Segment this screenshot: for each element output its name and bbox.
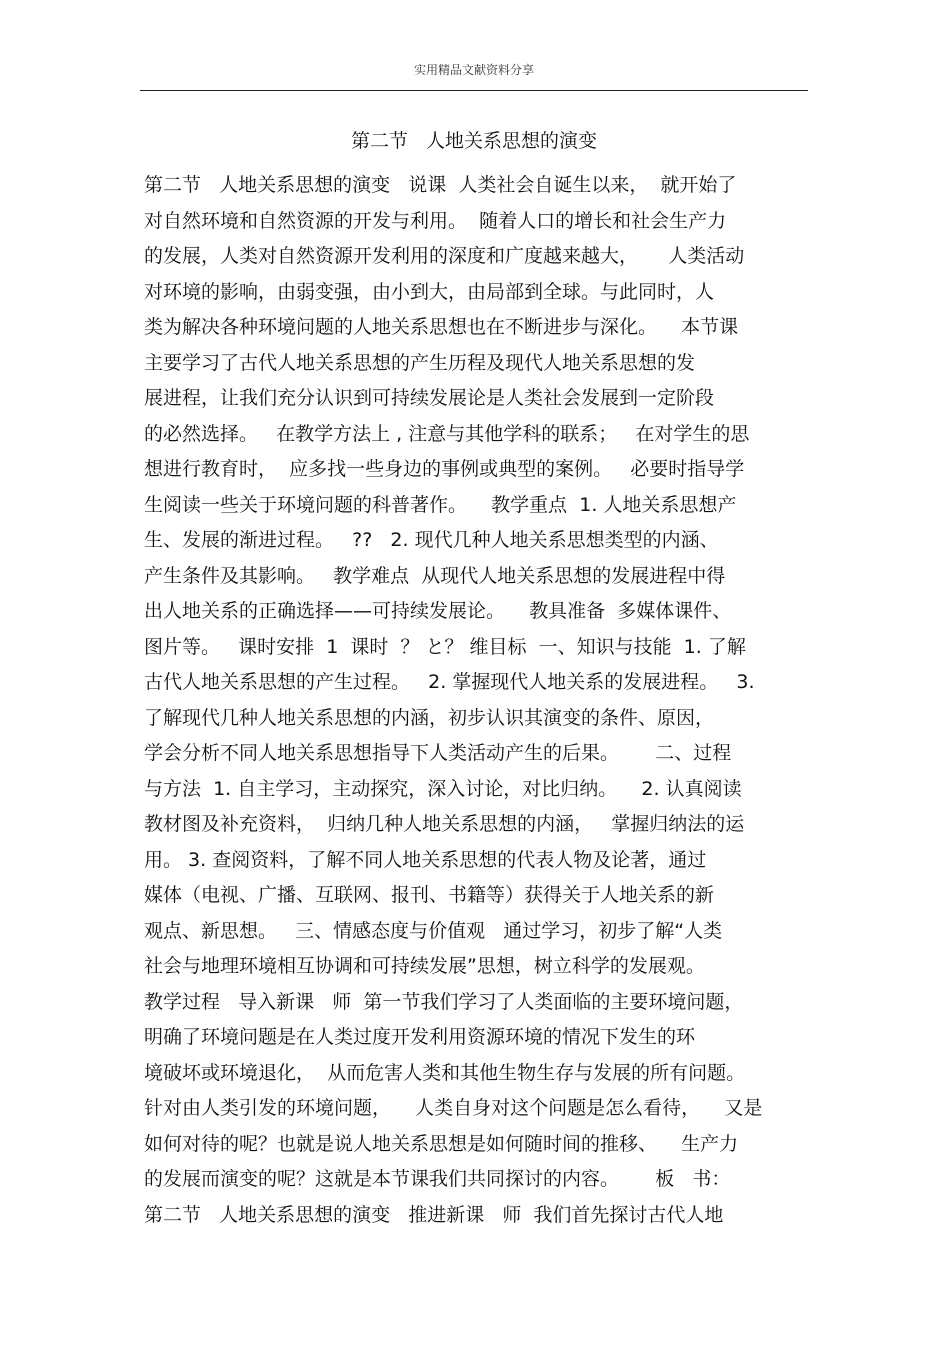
body-line: 明确了环境问题是在人类过度开发利用资源环境的情况下发生的环 bbox=[144, 1026, 696, 1048]
body-line: 的必然选择。 在教学方法上 , 注意与其他学科的联系； 在对学生的思 bbox=[144, 422, 750, 445]
body-line: 展进程，让我们充分认识到可持续发展论是人类社会发展到一定阶段 bbox=[144, 387, 715, 409]
body-line: 主要学习了古代人地关系思想的产生历程及现代人地关系思想的发 bbox=[144, 351, 696, 374]
body-line: 社会与地理环境相互协调和可持续发展”思想，树立科学的发展观。 bbox=[144, 955, 705, 977]
body-line: 境破坏或环境退化， 从而危害人类和其他生物生存与发展的所有问题。 bbox=[144, 1061, 746, 1084]
body-line: 教学过程 导入新课 师 第一节我们学习了人类面临的主要环境问题， bbox=[144, 990, 744, 1013]
body-line: 出人地关系的正确选择——可持续发展论。 教具准备 多媒体课件、 bbox=[144, 600, 732, 622]
body-line: 产生条件及其影响。 教学难点 从现代人地关系思想的发展进程中得 bbox=[144, 564, 726, 587]
body-line: 的发展而演变的呢？这就是本节课我们共同探讨的内容。 板 书： bbox=[144, 1168, 731, 1190]
body-line: 生、发展的渐进过程。 ?? 2. 现代几种人地关系思想类型的内涵、 bbox=[144, 529, 719, 551]
body-line: 图片等。 课时安排 1 课时 ？ と？ 维目标 一、知识与技能 1. 了解 bbox=[144, 635, 746, 658]
page-header: 实用精品文献资料分享 bbox=[413, 63, 534, 77]
body-line: 的发展，人类对自然资源开发利用的深度和广度越来越大， 人类活动 bbox=[144, 245, 745, 267]
body-line: 观点、新思想。 三、情感态度与价值观 通过学习，初步了解“人类 bbox=[144, 919, 723, 942]
body-line: 第二节 人地关系思想的演变 说课 人类社会自诞生以来， 就开始了 bbox=[144, 174, 737, 196]
body-line: 对自然环境和自然资源的开发与利用。 随着人口的增长和社会生产力 bbox=[144, 209, 727, 232]
body-line: 如何对待的呢？也就是说人地关系思想是如何随时间的推移、 生产力 bbox=[144, 1132, 739, 1155]
body-line: 对环境的影响，由弱变强，由小到大，由局部到全球。与此同时，人 bbox=[144, 280, 715, 303]
body-line: 了解现代几种人地关系思想的内涵，初步认识其演变的条件、原因， bbox=[144, 706, 715, 729]
body-line: 用。 3. 查阅资料，了解不同人地关系思想的代表人物及论著，通过 bbox=[144, 848, 707, 871]
body-line: 学会分析不同人地关系思想指导下人类活动产生的后果。 二、过程 bbox=[144, 742, 732, 764]
body-line: 第二节 人地关系思想的演变 推进新课 师 我们首先探讨古代人地 bbox=[144, 1203, 724, 1226]
header-divider bbox=[140, 90, 808, 91]
body-line: 想进行教育时， 应多找一些身边的事例或典型的案例。 必要时指导学 bbox=[144, 458, 745, 480]
body-line: 教材图及补充资料， 归纳几种人地关系思想的内涵， 掌握归纳法的运 bbox=[144, 813, 745, 835]
body-line: 类为解决各种环境问题的人地关系思想也在不断进步与深化。 本节课 bbox=[144, 316, 739, 338]
body-line: 与方法 1. 自主学习，主动探究，深入讨论，对比归纳。 2. 认真阅读 bbox=[144, 777, 742, 800]
body-line: 生阅读一些关于环境问题的科普著作。 教学重点 1. 人地关系思想产 bbox=[144, 493, 737, 516]
body-text bbox=[144, 168, 816, 1233]
body-line: 针对由人类引发的环境问题， 人类自身对这个问题是怎么看待， 又是 bbox=[144, 1097, 763, 1119]
body-line: 媒体（电视、广播、互联网、报刊、书籍等）获得关于人地关系的新 bbox=[144, 884, 715, 906]
document-title: 第二节 人地关系思想的演变 bbox=[350, 130, 598, 152]
body-line: 古代人地关系思想的产生过程。 2. 掌握现代人地关系的发展进程。 3. bbox=[144, 671, 755, 693]
